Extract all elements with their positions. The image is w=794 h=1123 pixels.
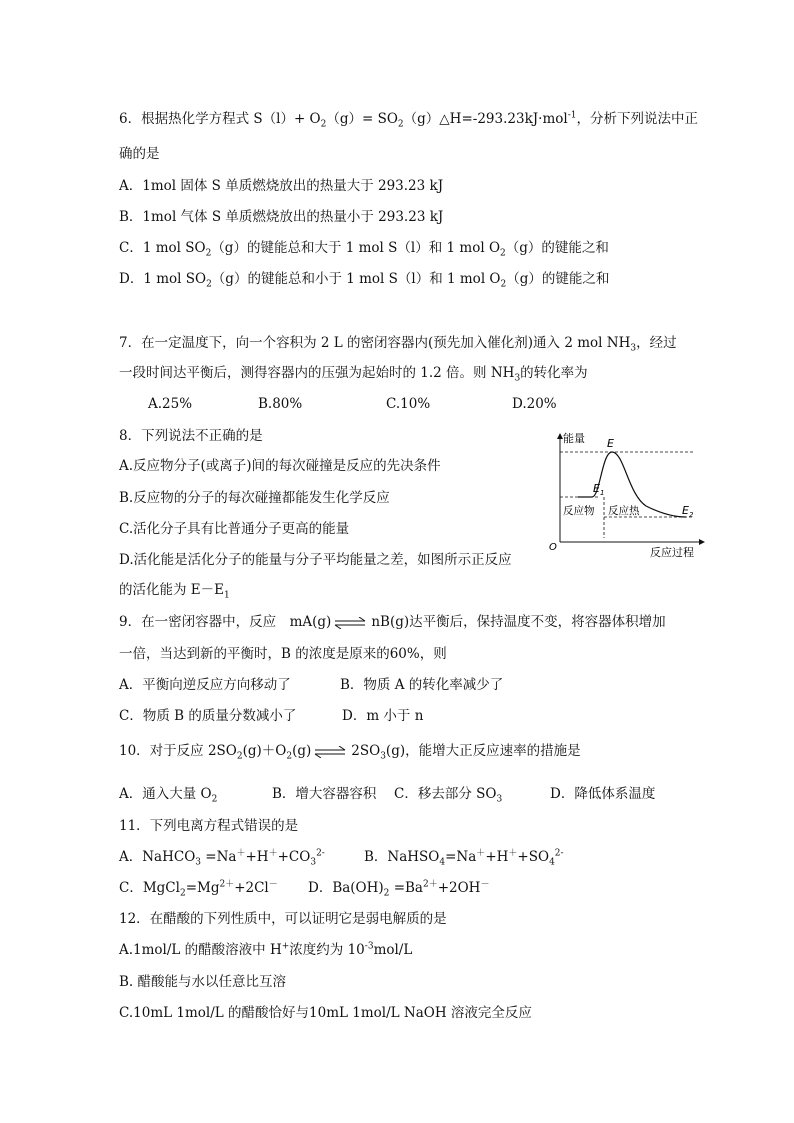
q8-option-b: B.反应物的分子的每次碰撞都能发生化学反应 <box>119 490 390 506</box>
q6-option-c: C．1 mol $SO_2(g)$的键能总和大于 1 mol S（l）和 1 mol $O_2(g)$的键能之和 <box>119 240 609 259</box>
q11-option-b: B．$NaHSO_4=Na^++H^++SO_4^{2-}$ <box>364 848 564 868</box>
heat-label: 反应热 <box>608 505 640 517</box>
xlabel: 反应过程 <box>650 546 694 559</box>
q11-option-c: C．$MgCl_2=Mg^{2+}+2Cl^-$ <box>119 879 278 899</box>
q11-stem: 11．下列电离方程式错误的是 <box>119 818 299 834</box>
q8-option-a: A.反应物分子(或离子)间的每次碰撞是反应的先决条件 <box>119 458 441 474</box>
ylabel: 能量 <box>563 432 585 445</box>
equilibrium-arrow-icon <box>333 617 369 629</box>
energy-profile-diagram <box>546 428 712 560</box>
q12-option-c: C.10mL 1mol/L 的醋酸恰好与10mL 1mol/L NaOH 溶液完全反应 <box>119 1005 532 1021</box>
q12-option-a: A.1mol/L 的醋酸溶液中 H+浓度约为 $10^{-3}mol/L$ <box>119 941 413 958</box>
q7-option-b: B.80% <box>258 396 303 412</box>
q6-stem: 6．根据热化学方程式 $S(l)+ O_2(g)=$ $SO_2(g)\triangle H=-293.23kJ\cdot mol^{-1}$，分析下列说法中正 <box>119 110 698 130</box>
q9-option-a: A．平衡向逆反应方向移动了 <box>119 677 291 693</box>
q10-option-a: A．通入大量 $O_2$ <box>119 786 218 805</box>
q9-option-b: B．物质 A 的转化率减少了 <box>340 677 504 693</box>
q10-stem: 10．对于反应 $2SO_2(g)+O_2(g)$ $2SO_3(g)$，能增大正反应速率的措施是 <box>119 743 581 762</box>
q7-option-a: A.25% <box>148 396 193 412</box>
e-label: E <box>607 437 614 450</box>
q9-option-d: D．m 小于 n <box>342 708 424 724</box>
q6-option-b: B．1mol 气体 S 单质燃烧放出的热量小于 293.23 kJ <box>119 209 444 225</box>
q10-option-d: D．降低体系温度 <box>550 786 656 802</box>
q11-option-a: A．NaHCO$_3$ $=Na^++H^++CO_3^{2-}$ <box>119 848 325 868</box>
q6-stem-2: 确的是 <box>119 146 160 162</box>
q8-option-c: C.活化分子具有比普通分子更高的能量 <box>119 521 350 537</box>
equilibrium-arrow-icon <box>313 746 349 758</box>
q6-option-d: D．1 mol $SO_2(g)$的键能总和小于 1 mol S（l）和 1 mol $O_2(g)$的键能之和 <box>119 271 610 290</box>
e2-label: $E_2$ <box>682 504 694 519</box>
origin-label: O <box>549 542 557 553</box>
q8-stem: 8．下列说法不正确的是 <box>119 428 263 444</box>
q7-option-c: C.10% <box>386 396 431 412</box>
q12-option-b: B. 醋酸能与水以任意比互溶 <box>119 974 287 990</box>
q10-option-b: B．增大容器容积 <box>272 786 377 802</box>
q7-stem-2: 一段时间达平衡后，测得容器内的压强为起始时的 1.2 倍。则 $NH_3$的转化率为 <box>119 365 588 384</box>
q8-option-d: D.活化能是活化分子的能量与分子平均能量之差，如图所示正反应 <box>119 552 512 568</box>
q7-option-d: D.20% <box>512 396 557 412</box>
q9-option-c: C．物质 B 的质量分数减小了 <box>119 708 297 724</box>
q9-stem: 9．在一密闭容器中，反应 mA(g) nB(g)达平衡后，保持温度不变，将容器体积增加 <box>119 614 666 630</box>
q7-stem: 7．在一定温度下，向一个容积为 2 L 的密闭容器内(预先加入催化剂)通入 2 mol $NH_3$，经过 <box>119 335 677 354</box>
q9-stem-2: 一倍，当达到新的平衡时，B 的浓度是原来的60%，则 <box>119 646 447 662</box>
q11-option-d: D．$Ba(OH)_2 =Ba^{2+}+2OH^-$ <box>308 879 490 899</box>
q10-option-c: C．移去部分 $SO_3$ <box>394 786 503 805</box>
q12-stem: 12．在醋酸的下列性质中，可以证明它是弱电解质的是 <box>119 911 447 927</box>
reactant-label: 反应物 <box>563 505 595 517</box>
e1-label: $E_1$ <box>593 482 605 497</box>
q8-option-d-2: 的活化能为 $E-E_1$ <box>119 582 230 601</box>
q6-option-a: A．1mol 固体 S 单质燃烧放出的热量大于 293.23 kJ <box>119 178 444 194</box>
